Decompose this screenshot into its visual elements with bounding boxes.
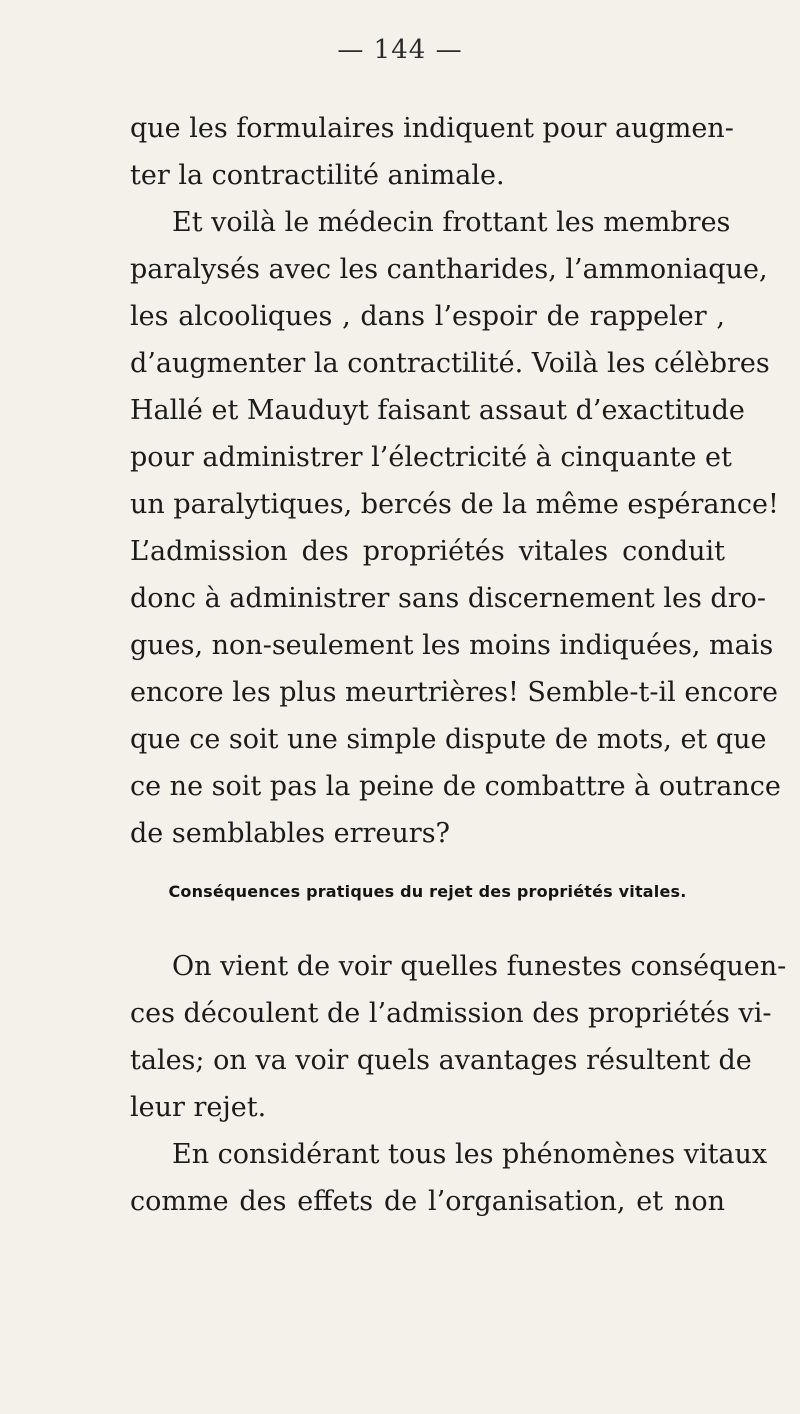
text-line: donc à administrer sans discernement les dro- — [130, 583, 766, 614]
text-line: En considérant tous les phénomènes vitaux — [172, 1139, 768, 1170]
text-line: Et voilà le médecin frottant les membres — [172, 207, 731, 238]
section-heading: Conséquences pratiques du rejet des propriétés vitales. — [168, 882, 687, 901]
text-line: comme des effets de l’organisation, et non — [130, 1186, 725, 1217]
text-line: gues, non-seulement les moins indiquées, mais — [130, 630, 774, 661]
text-line: Hallé et Mauduyt faisant assaut d’exactitude — [130, 395, 745, 426]
text-line: ces découlent de l’admission des propriétés vi- — [130, 998, 772, 1029]
text-line: les alcooliques , dans l’espoir de rappeler , — [130, 301, 725, 332]
text-line: ce ne soit pas la peine de combattre à outrance — [130, 771, 781, 802]
paragraph-block-1 — [130, 105, 781, 857]
text-line: que ce soit une simple dispute de mots, et que — [130, 724, 767, 755]
text-line: leur rejet. — [130, 1092, 267, 1123]
text-line: que les formulaires indiquent pour augmen- — [130, 113, 734, 144]
text-line: L’admission des propriétés vitales conduit — [130, 536, 725, 567]
text-line: On vient de voir quelles funestes conséquen- — [172, 951, 787, 982]
text-line: de semblables erreurs? — [130, 818, 451, 849]
text-line: pour administrer l’électricité à cinquante et — [130, 442, 732, 473]
paragraph-block-2 — [130, 943, 787, 1225]
text-line: d’augmenter la contractilité. Voilà les célèbres — [130, 348, 770, 379]
text-line: tales; on va voir quels avantages résultent de — [130, 1045, 752, 1076]
text-line: encore les plus meurtrières! Semble-t-il encore — [130, 677, 778, 708]
page-number: — 144 — — [337, 35, 463, 65]
text-line: un paralytiques, bercés de la même espérance! — [130, 489, 779, 520]
text-line: paralysés avec les cantharides, l’ammoniaque, — [130, 254, 768, 285]
text-line: ter la contractilité animale. — [130, 160, 505, 191]
